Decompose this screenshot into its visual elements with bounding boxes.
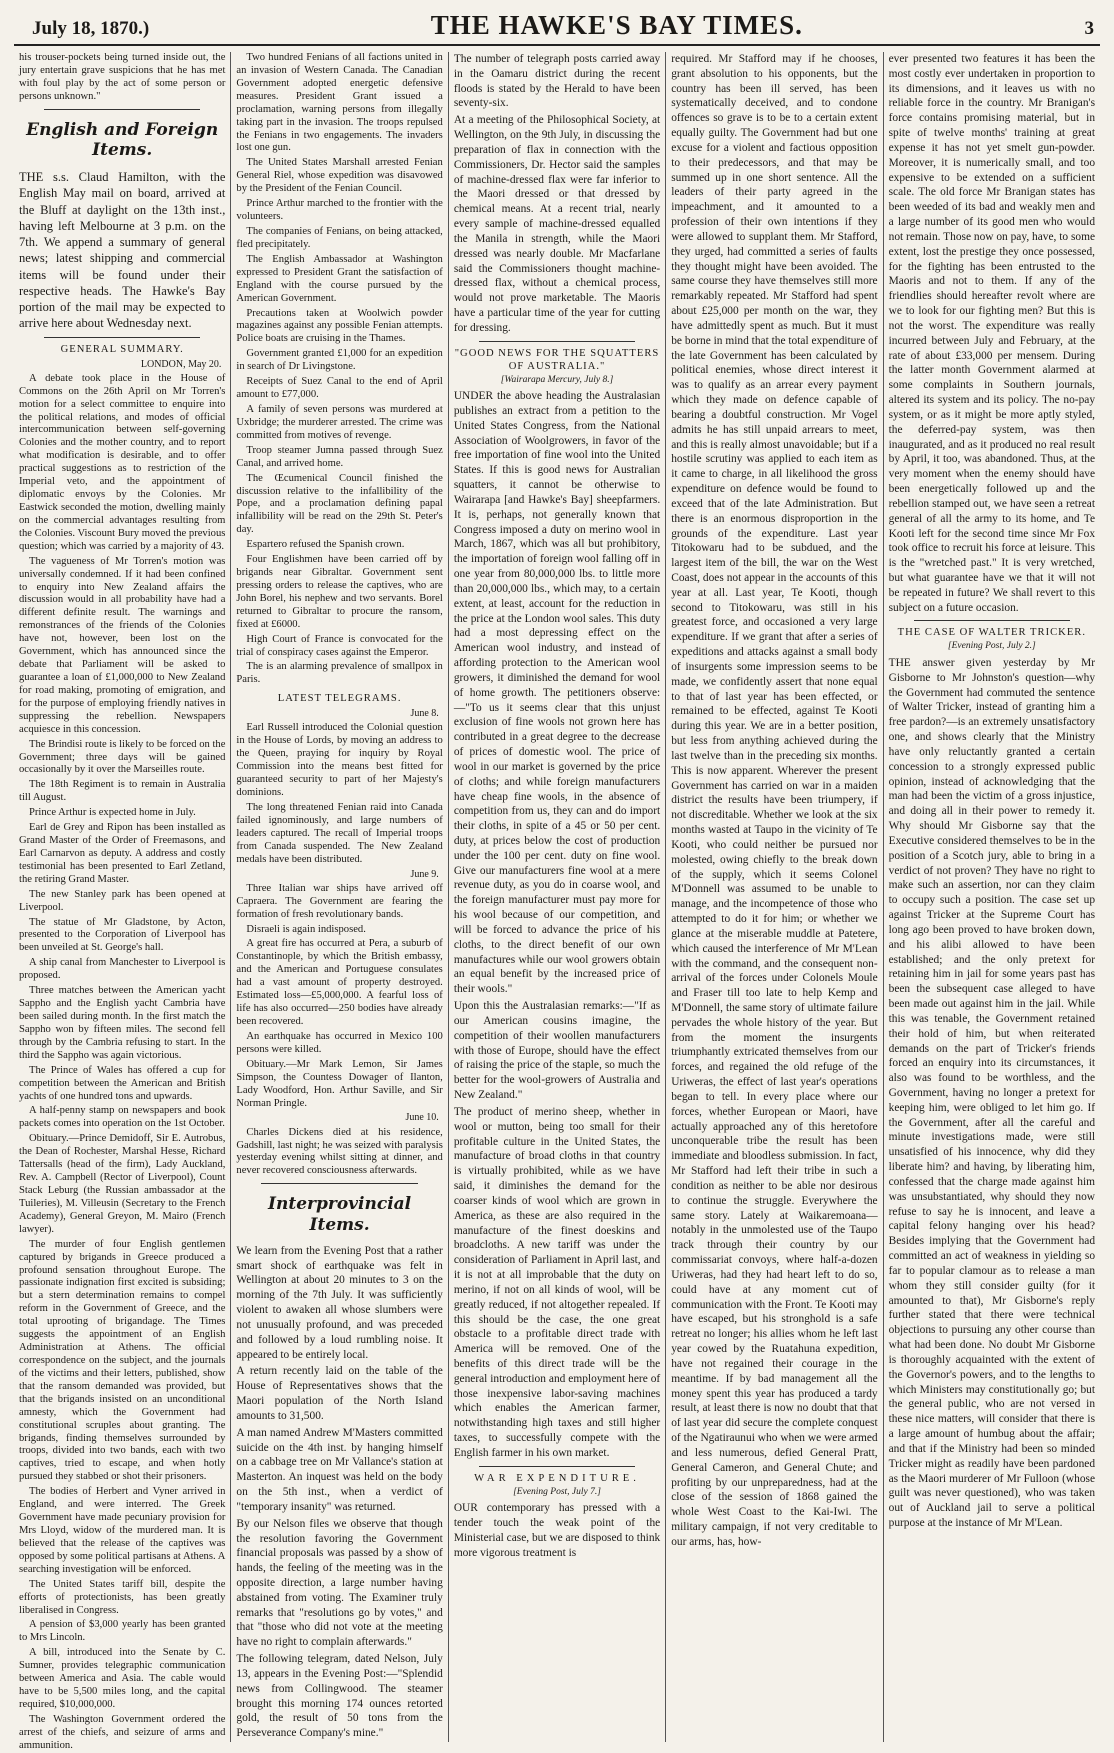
article-paragraph: The murder of four English gentlemen captured by brigands in Greece produced a profound sensation throughout Europe. The passionate indignation first excited is subsiding; but a stern determination remains to compel reform in the Government of Greece, and the total uprooting of brigandage. The Times suggests the appointment of an English Administration at Athens. The official correspondence on the subject, and the journals of the victims and their letters, published, show that the ransom demanded was provided, but that the brigands insisted on an unconditional amnesty, which the Government had constitutional scruples about granting. The brigands, finding themselves surrounded by troops, divided into two bands, each with two captives, tried to escape, and when hotly pursued they stabbed or shot their prisoners.	[19, 1238, 226, 1483]
article-paragraph: THE answer given yesterday by Mr Gisborne to Mr Johnston's question—why the Government had commuted the sentence of Walter Tricker, instead of granting him a free pardon?—is an extremely unsatisfactory one, and shows clearly that the Ministry have only reluctantly granted a certain concession to a strongly expressed public opinion, instead of acknowledging that the man had been the victim of a gross injustice, and doing all in their power to remedy it. Why should Mr Gisborne say that the Executive considered themselves to be in the position of a Scotch jury, able to bring in a verdict of not proven? They have no right to make such an assertion, nor can they claim to occupy such a position. The case set up against Tricker at the Supreme Court has long ago been proved to have broken down, and his alibi allowed to have been established; and the only pretext for retaining him in jail for some years past has been the subsequent case alleged to have been made out against him in the jail. While this was tenable, the Government retained their hold of him, but when reiterated demands on the part of Tricker's friends forced an enquiry into its circumstances, it also was found to be worthless, and the Government, having no longer a pretext for keeping him, were obliged to let him go. If the Government, after all the careful and minute investigations made, were still unsatisfied of his innocence, why did they liberate him? and having, by liberating him, confessed that the charge made against him was unsubstantiated, why should they now refuse to say he is innocent, and leave a capital felony hanging over his head? Besides implying that the Government had committed an act of weakness in yielding so far to popular clamour as to release a man whom they still consider guilty (for it amounted to that), Mr Gisborne's reply further stated that there were technical objections to pursuing any other course than what had been done. No doubt Mr Gisborne is thoroughly acquainted with the extent of the Governor's powers, and to the lengths to which Ministers may constitutionally go; but the general public, who are not versed in these nice matters, will consider that there is a large amount of humbug about the affair; and that if the Ministry had been so minded Tricker might as readily have been pardoned as the Maori murderer of Mr Fulloon (whose guilt was never questioned), who was taken out of Auckland jail to serve a political purpose at the instance of Mr M'Lean.	[888, 656, 1096, 1529]
article-paragraph: Government granted £1,000 for an expedition in search of Dr Livingstone.	[236, 348, 443, 373]
article-paragraph: Obituary.—Mr Mark Lemon, Sir James Simpson, the Countess Dowager of Ilanton, Lady Woodford, Hon. Arthur Saville, and Sir Norman Pringle.	[236, 1058, 443, 1109]
article-paragraph: The new Stanley park has been opened at Liverpool.	[19, 888, 226, 913]
article-paragraph: The Brindisi route is likely to be forced on the Government; three days will be gained occasionally by it over the Marseilles route.	[19, 738, 226, 776]
article-paragraph: Prince Arthur marched to the frontier with the volunteers.	[236, 198, 443, 223]
article-paragraph: Disraeli is again indisposed.	[246, 923, 366, 935]
article-paragraph: The bodies of Herbert and Vyner arrived in England, and were interred. The Greek Government have made pecuniary provision for Mrs Lloyd, widow of the murdered man. It is believed that the release of the captives was opposed by some political partisans at Athens. A searching investigation will be enforced.	[19, 1486, 226, 1575]
article-paragraph: High Court of France is convocated for the trial of conspiracy cases against the Emperor.	[236, 633, 443, 658]
column-1	[14, 52, 231, 1751]
article-paragraph: The Washington Government ordered the arrest of the chiefs, and seizure of arms and ammunition.	[19, 1713, 226, 1751]
newspaper-title: THE HAWKE'S BAY TIMES.	[430, 10, 803, 40]
article-paragraph: The Prince of Wales has offered a cup for competition between the American and British yachts of one hundred tons and upwards.	[19, 1064, 226, 1102]
article-paragraph: The number of telegraph posts carried away in the Oamaru district during the recent floods is stated by the Herald to have been seventy-six.	[453, 53, 661, 110]
dateline: June 8.	[410, 708, 439, 720]
article-paragraph: The statue of Mr Gladstone, by Acton, presented to the Corporation of Liverpool has been unveiled at St. George's hall.	[19, 916, 226, 954]
article-paragraph: A debate took place in the House of Commons on the 26th April on Mr Torren's motion for a select committee to enquire into the political relations, and modes of official intercommunication between self-governing Colonies and the mother country, and to report what modification is desirable, and to offer practical suggestions as to restriction of the Imperial veto, and the appointment of diplomatic envoys by the Colonies. Mr Eastwick seconded the motion, dwelling mainly on the commercial advantages resulting from the Colonies. Viscount Bury moved the previous question; which was carried by a majority of 43.	[19, 372, 226, 552]
article-paragraph: At a meeting of the Philosophical Society, at Wellington, on the 9th July, in discussing the preparation of flax in connection with the Commissioners, Dr. Hector said the samples of machine-dressed flax were far inferior to the Maori dressed or that dressed by chemical means. At a recent trial, nearly every sample of machine-dressed equalled the Manila in strength, while the Maori dressed was nearly double. Mr Macfarlane said the Commissioners thought machine-dressed flax, without a chemical process, would not prove marketable. The Maoris have a particular time of the year for cutting for dressing.	[453, 114, 661, 334]
article-paragraph: The 18th Regiment is to remain in Australia till August.	[19, 779, 226, 804]
article-paragraph: OUR contemporary has pressed with a tender touch the weak point of the Ministerial case, but we are disposed to think more vigorous treatment is	[453, 1502, 661, 1559]
article-paragraph: By our Nelson files we observe that though the resolution favoring the Government financial proposals was passed by a show of hands, the feeling of the meeting was in the opposite direction, a large number having abstained from voting. The Examiner truly remarks that "resolutions go by votes," and that "those who did not vote at the meeting have no right to complain afterwards."	[236, 1517, 443, 1649]
article-paragraph: A return recently laid on the table of the House of Representatives shows that the Maori population of the North Island amounts to 31,500.	[236, 1365, 443, 1422]
article-paragraph: The United States Marshall arrested Fenian General Riel, whose expedition was disavowed by the President of the Fenian Council.	[236, 157, 443, 195]
section-title: Interprovincial Items.	[268, 1194, 412, 1236]
article-paragraph: A family of seven persons was murdered at Uxbridge; the murderer arrested. The crime was committed from motives of revenge.	[236, 403, 443, 441]
article-paragraph: The English Ambassador at Washington expressed to President Grant the satisfaction of England with the course pursued by the American Government.	[236, 253, 443, 304]
article-paragraph: Three Italian war ships have arrived off Capraera. The Government are fearing the formation of fresh revolutionary bands.	[236, 882, 443, 920]
article-paragraph: A ship canal from Manchester to Liverpool is proposed.	[19, 957, 226, 982]
article-paragraph: Two hundred Fenians of all factions united in an invasion of Western Canada. The Canadian Government adopted energetic defensive measures. President Grant issued a proclamation, warning persons from illegally taking part in the invasion. The troops repulsed the Fenians in two engagements. The invaders lost one gun.	[236, 52, 443, 154]
divider	[479, 341, 635, 342]
article-paragraph: Charles Dickens died at his residence, Gadshill, last night; he was seized with paralysis yesterday evening whilst sitting at dinner, and never recovered consciousness afterwards.	[236, 1126, 443, 1177]
dateline: LONDON, May 20.	[140, 358, 222, 370]
article-paragraph: Earl de Grey and Ripon has been installed as Grand Master of the Order of Freemasons, and Earl Carnarvon as deputy. A address and costly testimonial has been presented to Earl Zetland, the retiring Grand Master.	[19, 822, 226, 885]
article-paragraph: ever presented two features it has been the most costly ever undertaken in proportion to its dimensions, and it leaves us with no reliable force in the country. Mr Branigan's force contains promising material, but in spite of twelve months' training at great expense it has not yet smelt gun-powder. Moreover, it is numerically small, and too expensive to be extended on a sufficient scale. The old force Mr Branigan states has been weeded of its bad and weakly men and a large number of its good men who would not remain. Those now on pay, have, to some extent, lost the prestige they once possessed, for the fighting has been entrusted to the Maoris and not to them. If any of the friendlies should hereafter revolt where are we to look for our fighting men? But this is not the worst. The expenditure was really incurred between July and February, at the rate of about £33,000 per mensem. During the latter month Government alarmed at some complaints in Southern journals, altered its system and its policy. The no-pay system, or as it might be more aptly styled, the deferred-pay system, was then inaugurated, and as it produced no real result by April, it too, was abandoned. Thus, at the very moment when the enemy should have been energetically followed up and the rebellion stamped out, we have seen a retreat general of all the army to its home, and Te Kooti left for the second time since Mr Fox took office to recruit his force at leisure. This is the "wretched past." It is very wretched, but what guarantee have we that it will not be repeated in future? We shall revert to this subject on a future occasion.	[888, 53, 1096, 614]
divider	[261, 1183, 417, 1184]
divider	[44, 109, 200, 110]
article-heading: LATEST TELEGRAMS.	[277, 693, 402, 705]
article-paragraph: UNDER the above heading the Australasian publishes an extract from a petition to the United States Congress, from the National Association of Woolgrowers, in favor of the free importation of fine wool into the United States. If this is good news for Australian squatters, it cannot be otherwise to Wairarapa [and Hawke's Bay] sheepfarmers. It is, perhaps, not generally known that Congress imposed a duty on merino wool in March, 1867, which was all but prohibitory, the importation of foreign wool falling off in one year from 80,000,000 lbs. to little more than 20,000,000 lbs., which may, to a certain extent, at least, account for the reduction in the price at the London wool sales. This duty had a most depressing effect on the American wool industry, and instead of affording protection to the American wool growers, it diminished the demand for wool of home growth. The petitioners observe:—"To us it seems clear that this unjust exclusion of fine wools not grown here has contributed in a great degree to the decrease of prices of domestic wool. The price of wool in our market is governed by the price of cloths; and while foreign manufacturers have cheap fine wools, in the absence of competition from us, they can and do import their cloths, in spite of a 45 or 50 per cent. duty, at prices below the cost of production under the 100 per cent. duty on fine wool. Give our manufacturers fine wool at a mere revenue duty, as you do in coarse wool, and the foreign manufacturer must pay more for his wool because of our competition, and will be forced to advance the price of his cloths, to the direct benefit of our own manufactures while our wool growers obtain an equal benefit by the increased price of their wools."	[453, 390, 661, 996]
lead-paragraph: THE s.s. Claud Hamilton, with the English May mail on board, arrived at the Bluff at daylight on the 13th inst., having left Melbourne at 3 p.m. on the 7th. We append a summary of general news; latest shipping and commercial items will be found under their respective heads. The Hawke's Bay portion of the mail may be expected to arrive here about Wednesday next.	[19, 170, 226, 331]
issue-date: July 18, 1870.)	[32, 18, 150, 39]
article-heading: GENERAL SUMMARY.	[60, 343, 184, 355]
article-paragraph: A man named Andrew M'Masters committed suicide on the 4th inst. by hanging himself on a cabbage tree on Mr Vallance's station at Masterton. An inquest was held on the body on the 5th inst., when a verdict of "temporary insanity" was returned.	[236, 1426, 443, 1513]
section-title: English and Foreign Items.	[26, 119, 219, 161]
article-paragraph: The vagueness of Mr Torren's motion was universally condemned. If it had been confined to enquiry into New Zealand affairs the discussion would in all probability have had a different definite result. The warnings and remonstrances of the friends of the Colonies have not, however, been lost on the Government, which has announced since the debate that Parliament will be asked to guarantee a loan of £1,000,000 to New Zealand for road making, promoting of emigration, and for the purpose of employing friendly natives in suppressing the rebellion. Newspapers acquiesce in this concession.	[19, 555, 226, 735]
page-number: 3	[1084, 18, 1094, 39]
article-source: [Evening Post, July 7.]	[513, 1486, 601, 1497]
article-paragraph: Receipts of Suez Canal to the end of April amount to £77,000.	[236, 376, 443, 401]
article-paragraph: A half-penny stamp on newspapers and book packets comes into operation on the 1st October.	[19, 1105, 226, 1130]
article-paragraph: We learn from the Evening Post that a rather smart shock of earthquake was felt in Wellington at about 20 minutes to 3 on the morning of the 7th July. It was sufficiently violent to awaken all whose slumbers were not unusually profound, and was preceded and followed by a loud rumbling noise. It appeared to be entirely local.	[236, 1244, 443, 1361]
article-paragraph: The long threatened Fenian raid into Canada failed ignominously, and large numbers of leaders captured. The recall of Imperial troops from Canada suspended. The New Zealand medals have been distributed.	[236, 801, 443, 865]
article-paragraph: Espartero refused the Spanish crown.	[246, 539, 405, 551]
article-paragraph: Three matches between the American yacht Sappho and the English yacht Cambria have been sailed during month. In the first match the Sappho won by fifteen miles. The second fell through by the Cambria refusing to start. In the third the Sappho was again victorious.	[19, 985, 226, 1061]
article-paragraph: A bill, introduced into the Senate by C. Sumner, provides telegraphic communication between America and Asia. The cable would have to be 5,500 miles long, and the capital required, $10,000,000.	[19, 1647, 226, 1710]
article-paragraph: his trouser-pockets being turned inside out, the jury entertain grave suspicions that he has met with foul play by the act of some person or persons unknown."	[19, 52, 226, 102]
article-paragraph: Troop steamer Jumna passed through Suez Canal, and arrived home.	[236, 444, 443, 469]
article-paragraph: Earl Russell introduced the Colonial question in the House of Lords, by moving an address to the Queen, praying for inquiry by Royal Commission into the means best fitted for guaranteed security to part of her Majesty's dominions.	[236, 722, 443, 799]
article-paragraph: Four Englishmen have been carried off by brigands near Gibraltar. Government sent pressing orders to release the captives, who are John Borel, his nephew and two servants. Borel returned to Gibraltar to procure the ransom, fixed at £6000.	[236, 554, 443, 630]
article-paragraph: required. Mr Stafford may if he chooses, grant absolution to his opponents, but the country has been ill served, has been systematically deceived, and to condone offences so grave is to be to a certain extent equally guilty. The Government had but one excuse for a violent and factious opposition to their predecessors, and that may be summed up in one short sentence. All the leaders of their party agreed in the impeachment, and it amounted to a profession of their own intentions if they were allowed to supplant them. Mr Stafford, they urged, had committed a series of faults they thought might have been avoided. The same course they have themselves still more remarkably repeated. Mr Stafford had spent about £25,000 per month on the war, they have admittedly spent as much. But it must be borne in mind that the total expenditure of the late Government has been calculated by political enemies, whose direct interest it was to qualify as an arrear every payment which they made on defence capable of bearing a doubtful construction. Mr Vogel admits he has still unpaid arrears to meet, and this is really almost unavoidable; but if a hostile scrutiny was applied to each item as it came to charge, in all likelihood the gross expenditure on defence would be found to exceed that of the late Administration. But there is an enormous disproportion in the grounds of the expenditure. Last year Titokowaru had to be subdued, and the largest item of the bill, the war on the West Coast, does not appear in the accounts of this year at all. Last year, Te Kooti, though second to Titokowaru, was still in his greatest force, and occasioned a very large expenditure. If we grant that after a series of expeditions and attacks against a small body of insurgents some impression seems to be made, we confidently assert that none equal to that of last year has been effected, or remained to be effected, against Te Kooti during this year. We are in a better position, but less from anything achieved during the last twelve than in the preceding six months. This is now apparent. Wherever the present Government has carried on war in a maiden district the results have been triumpery, if not discreditable. Whether we look at the six months wasted at Taupo in the vicinity of Te Kooti, who could neither be pursued nor molested, owing chiefly to the break down of the supply, which it seems Colonel M'Donnell was assumed to be unable to manage, and the incompetence of those who attempted to do it for him; or whether we glance at the miserable muddle at Patetere, which caused the interference of Mr M'Lean with the command, and the consequent non-arrival of the forces under Colonels Moule and Fraser till too late to help Kemp and M'Donnell, the same story of ultimate failure pervades the whole history of the year. But from the moment the insurgents triumphantly extricated themselves from our forces, and regained the old refuge of the Uriweras, the effect of last year's operations began to tell. In every place where our forces, whether European or Maori, have actually approached any of this heretofore unconquerable tribe the result has been immediate and bloodless submission. In fact, Mr Stafford had left their tribe in such a condition as neither to be able nor desirous to continue the struggle. Everywhere the same story. Lately at Waikaremoana—notably in the unmolested use of the Taupo track through their country by our commissariat convoys, where half-a-dozen Uriweras, had they had heart left to do so, could have at any moment cut of communication with the Front. Te Kooti may have escaped, but his stronghold is a safe retreat no longer; his allies whom he left last year cowed by the Ruatahuna expedition, have not regained their courage in the meantime. If by bad management all the money spent this year has produced a tardy result, at least there is now no doubt that that of last year did secure the complete conquest of the Ngatiraunui who when we were armed and less numerous, defied General Pratt, General Cameron, and General Chute; and profiting by our unpreparedness, had at the close of the session of 1868 gained the whole West Coast to the Kai-Iwi. The military campaign, if not very creditable to our arms, has, how-	[671, 53, 878, 1548]
article-heading: THE CASE OF WALTER TRICKER.	[897, 627, 1087, 639]
column-3	[449, 52, 666, 1742]
article-paragraph: A great fire has occurred at Pera, a suburb of Constantinople, by which the British embassy, and the American and Portuguese consulates had a vast amount of property destroyed. Estimated loss—£5,000,000. A fearful loss of life has also occurred—250 bodies have already been recovered.	[236, 938, 443, 1027]
article-paragraph: A pension of $3,000 yearly has been granted to Mrs Lincoln.	[19, 1619, 226, 1644]
column-2	[231, 52, 448, 1742]
dateline: June 9.	[410, 868, 439, 880]
masthead	[14, 10, 1100, 46]
divider	[44, 337, 200, 338]
column-4	[666, 52, 883, 1742]
article-paragraph: The following telegram, dated Nelson, July 13, appears in the Evening Post:—"Splendid news from Collingwood. The steamer brought this morning 174 ounces retorted gold, the result of 50 tons from the Perseverance Company's mine."	[236, 1653, 443, 1740]
divider	[914, 620, 1070, 621]
article-heading: "GOOD NEWS FOR THE SQUATTERS OF AUSTRALIA."	[454, 347, 660, 372]
article-source: [Wairarapa Mercury, July 8.]	[500, 374, 614, 385]
divider	[479, 1466, 635, 1467]
article-paragraph: The product of merino sheep, whether in wool or mutton, being too small for their profitable culture in the United States, the manufacture of broad cloths in that country is virtually prohibited, while as we have said, it diminishes the demand for the coarser kinds of wool which are grown in America, as these are also required in the manufacture of the finest doeskins and broadcloths. A new tariff was under the consideration of Parliament in April last, and it is not at all improbable that the duty on merino, if not on all kinds of wool, will be greatly reduced, if not altogether repealed. If this should be the case, the one great obstacle to a profitable direct trade with America will be removed. One of the benefits of this direct trade will be the general introduction and employment here of those inexpensive labor-saving machines which enables the American farmer, notwithstanding high taxes and still higher taxes, to successfully compete with the English farmer in his own market.	[453, 1105, 661, 1459]
article-paragraph: Precautions taken at Woolwich powder magazines against any possible Fenian attempts. Police boats are cruising in the Thames.	[236, 307, 443, 345]
article-paragraph: The United States tariff bill, despite the efforts of protectionists, has been greatly liberalised in Congress.	[19, 1578, 226, 1616]
article-paragraph: Prince Arthur is expected home in July.	[29, 807, 196, 819]
article-paragraph: Obituary.—Prince Demidoff, Sir E. Autrobus, the Dean of Rochester, Marshal Hesse, Richard Tattersalls (head of the firm), Lady Auckland, Rev. A. Campbell (Rector of Liverpool), Count Stack Leburg (the Russian ambassador at the Tuileries), M. Villeusin (Secretary to the French Academy), General Greyon, M. Mairo (French lawyer).	[19, 1133, 226, 1235]
article-paragraph: The is an alarming prevalence of smallpox in Paris.	[236, 661, 443, 686]
article-source: [Evening Post, July 2.]	[947, 641, 1036, 652]
article-paragraph: The companies of Fenians, on being attacked, fled precipitately.	[236, 225, 443, 250]
article-paragraph: Upon this the Australasian remarks:—"If as our American cousins imagine, the competition of their woollen manufacturers with those of Europe, should have the effect of raising the price of the staple, so much the better for the wool-growers of Australia and New Zealand."	[453, 1000, 661, 1102]
article-heading: WAR EXPENDITURE.	[474, 1472, 640, 1484]
article-paragraph: The Œcumenical Council finished the discussion relative to the infallibility of the Pope, and a proclamation defining papal infallibility will be read on the 29th St. Peter's day.	[236, 472, 443, 536]
dateline: June 10.	[405, 1112, 439, 1124]
article-paragraph: An earthquake has occurred in Mexico 100 persons were killed.	[236, 1030, 443, 1055]
columns	[14, 52, 1100, 1751]
column-5	[884, 52, 1100, 1742]
